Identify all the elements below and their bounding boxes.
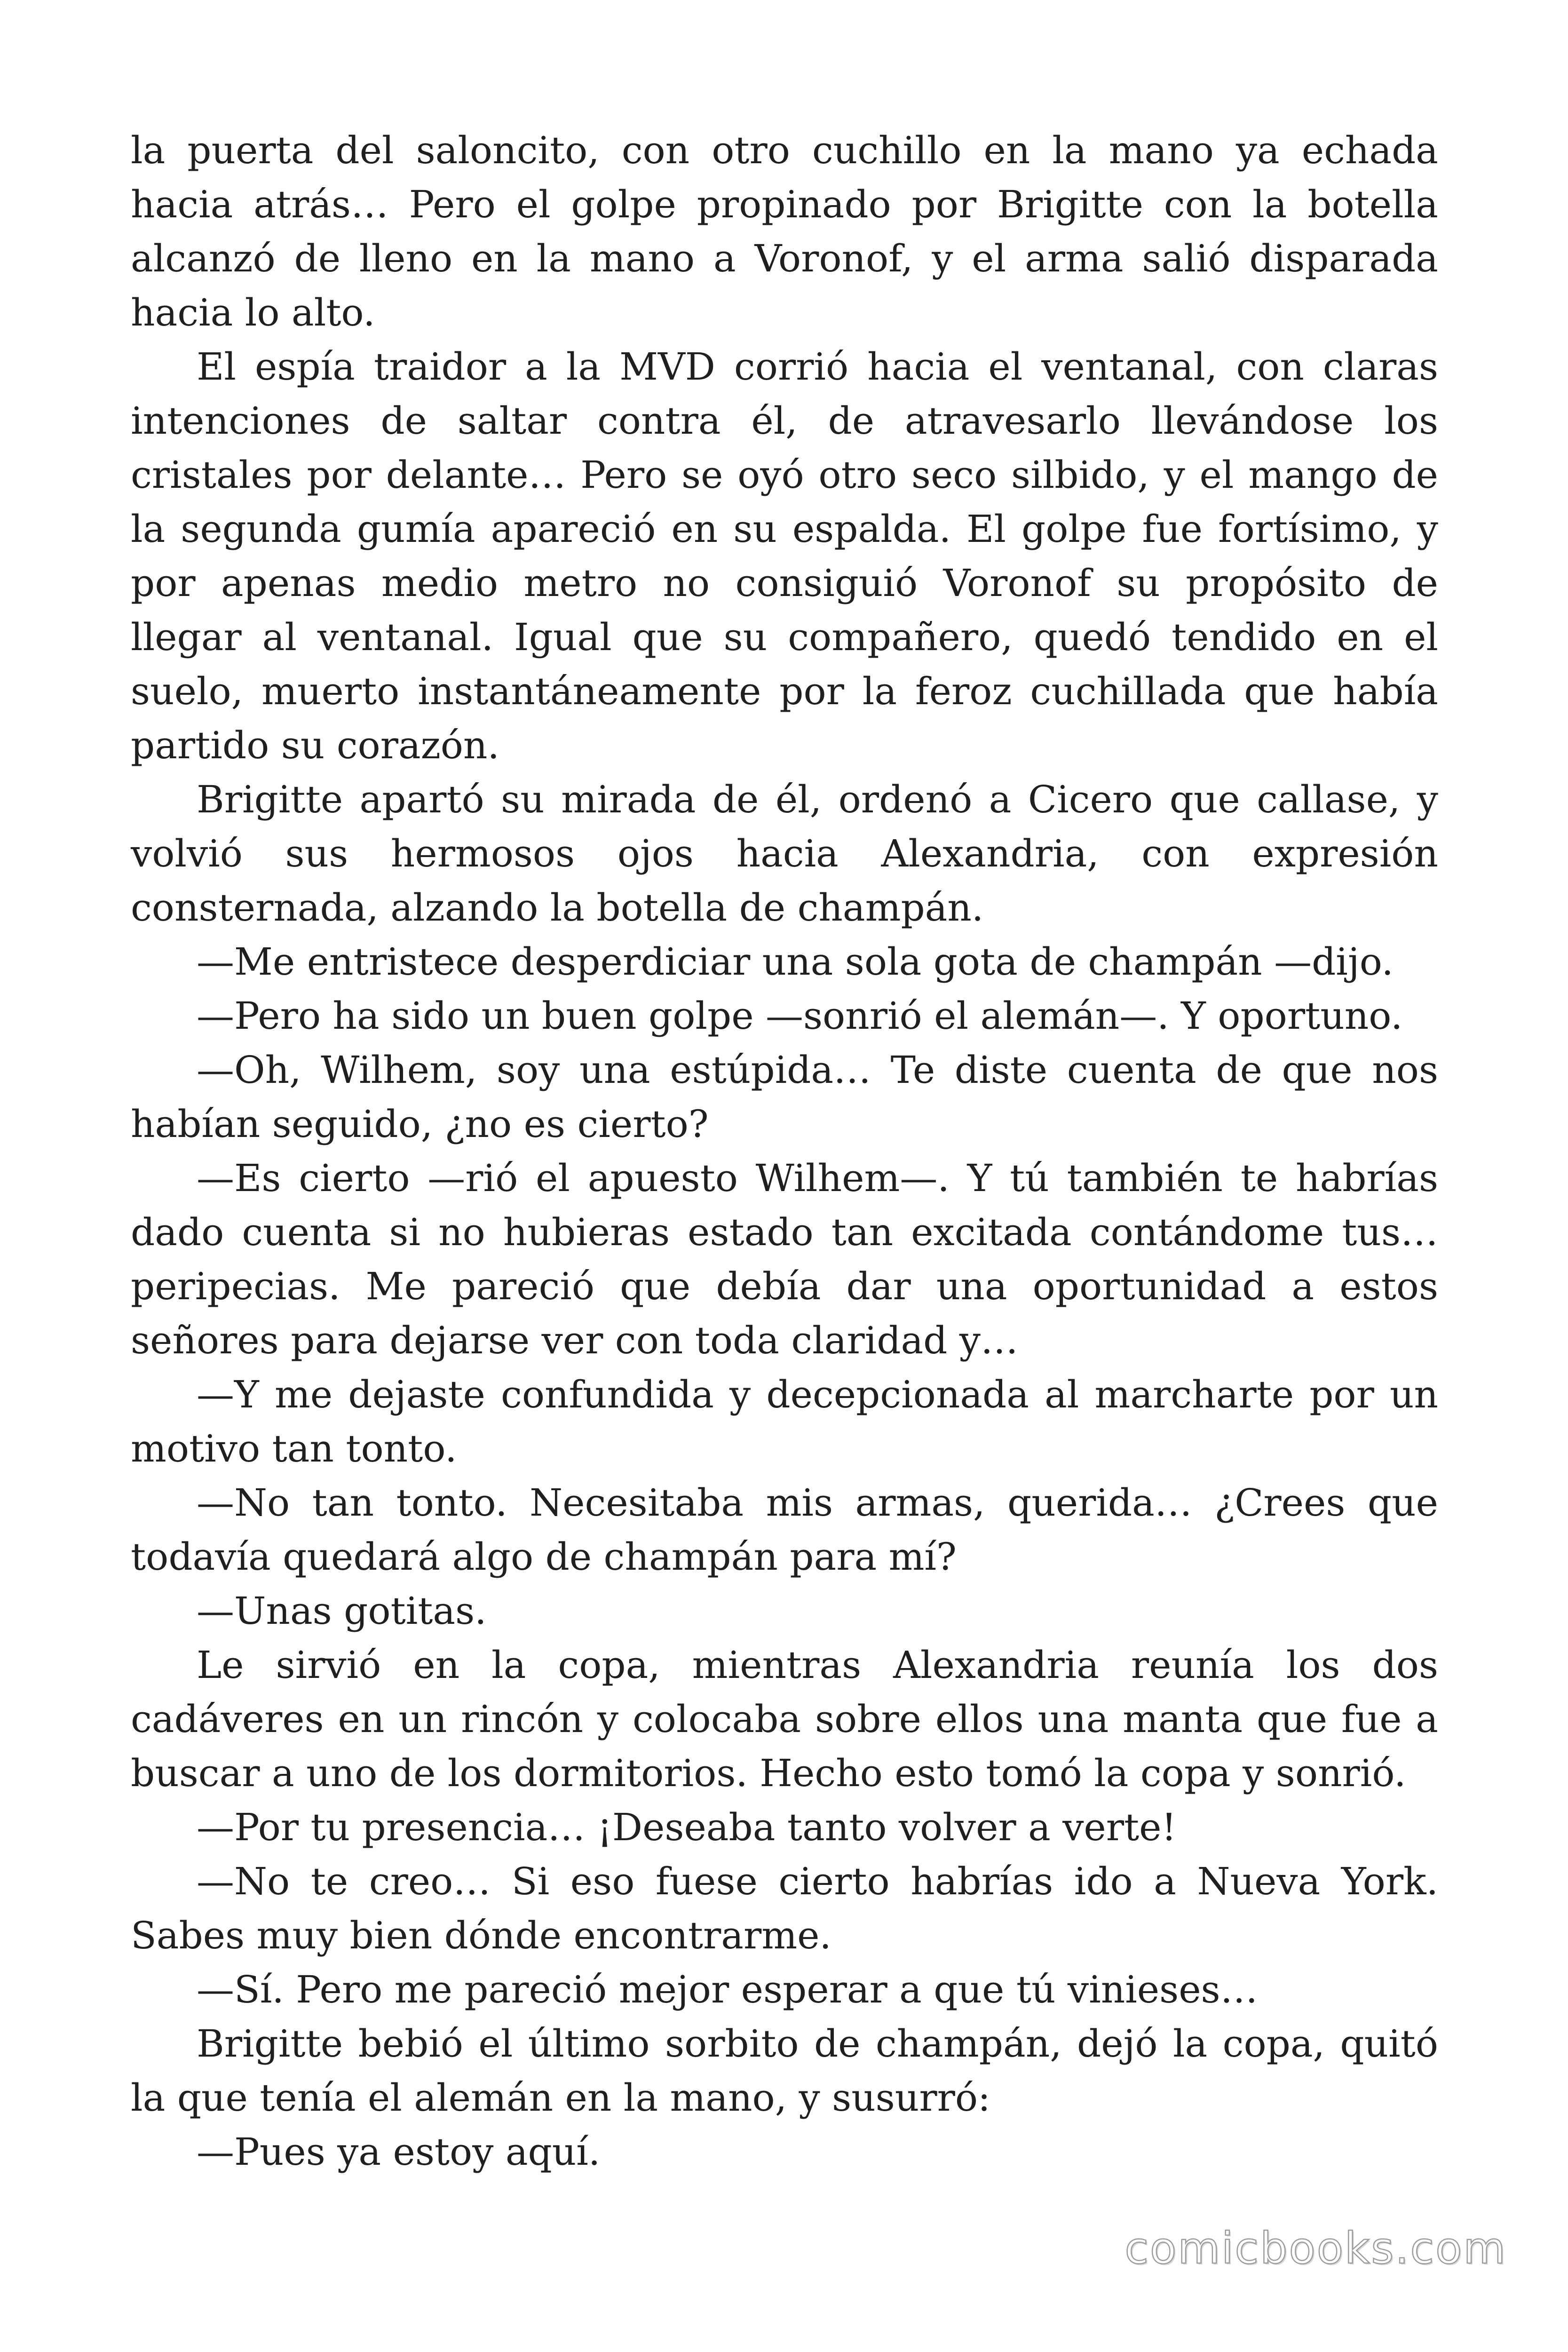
paragraph-10: —Unas gotitas. [197,1589,487,1633]
watermark: comicbooks.com [1125,2223,1507,2273]
paragraph-4: —Me entristece desperdiciar una sola gota de champán —dijo. [197,940,1394,984]
paragraph-7: —Es cierto —rió el apuesto Wilhem—. Y tú también te habrías dado cuenta si no hubieras estado tan excitada contándome tus… peripecias. Me pareció que debía dar una oportunidad a estos señores para dejarse ver con toda claridad y… [131,1156,1438,1362]
paragraph-12: —Por tu presencia… ¡Deseaba tanto volver a verte! [197,1805,1177,1849]
paragraph-8: —Y me dejaste confundida y decepcionada al marcharte por un motivo tan tonto. [131,1373,1438,1470]
paragraph-16: —Pues ya estoy aquí. [197,2130,601,2174]
paragraph-5: —Pero ha sido un buen golpe —sonrió el alemán—. Y oportuno. [197,994,1403,1038]
paragraph-2: El espía traidor a la MVD corrió hacia el ventanal, con claras intenciones de saltar contra él, de atravesarlo llevándose los cristales por delante… Pero se oyó otro seco silbido, y el mango de la segunda gumía apareció en su espalda. El golpe fue fortísimo, y por apenas medio metro no consiguió Voronof su propósito de llegar al ventanal. Igual que su compañero, quedó tendido en el suelo, muerto instantáneamente por la feroz cuchillada que había partido su corazón. [131,345,1438,767]
page-body-text [131,123,1438,2179]
paragraph-13: —No te creo… Si eso fuese cierto habrías ido a Nueva York. Sabes muy bien dónde encontrarme. [131,1859,1438,1957]
paragraph-3: Brigitte apartó su mirada de él, ordenó a Cicero que callase, y volvió sus hermosos ojos hacia Alexandria, con expresión consternada, alzando la botella de champán. [131,778,1438,930]
paragraph-6: —Oh, Wilhem, soy una estúpida… Te diste cuenta de que nos habían seguido, ¿no es cierto? [131,1048,1438,1146]
paragraph-11: Le sirvió en la copa, mientras Alexandria reunía los dos cadáveres en un rincón y colocaba sobre ellos una manta que fue a buscar a uno de los dormitorios. Hecho esto tomó la copa y sonrió. [131,1643,1438,1795]
paragraph-1: la puerta del saloncito, con otro cuchillo en la mano ya echada hacia atrás… Pero el golpe propinado por Brigitte con la botella alcanzó de lleno en la mano a Voronof, y el arma salió disparada hacia lo alto. [131,128,1438,334]
paragraph-9: —No tan tonto. Necesitaba mis armas, querida… ¿Crees que todavía quedará algo de champán para mí? [131,1481,1438,1579]
paragraph-14: —Sí. Pero me pareció mejor esperar a que tú vinieses… [197,1968,1258,2011]
paragraph-15: Brigitte bebió el último sorbito de champán, dejó la copa, quitó la que tenía el alemán en la mano, y susurró: [131,2022,1438,2120]
